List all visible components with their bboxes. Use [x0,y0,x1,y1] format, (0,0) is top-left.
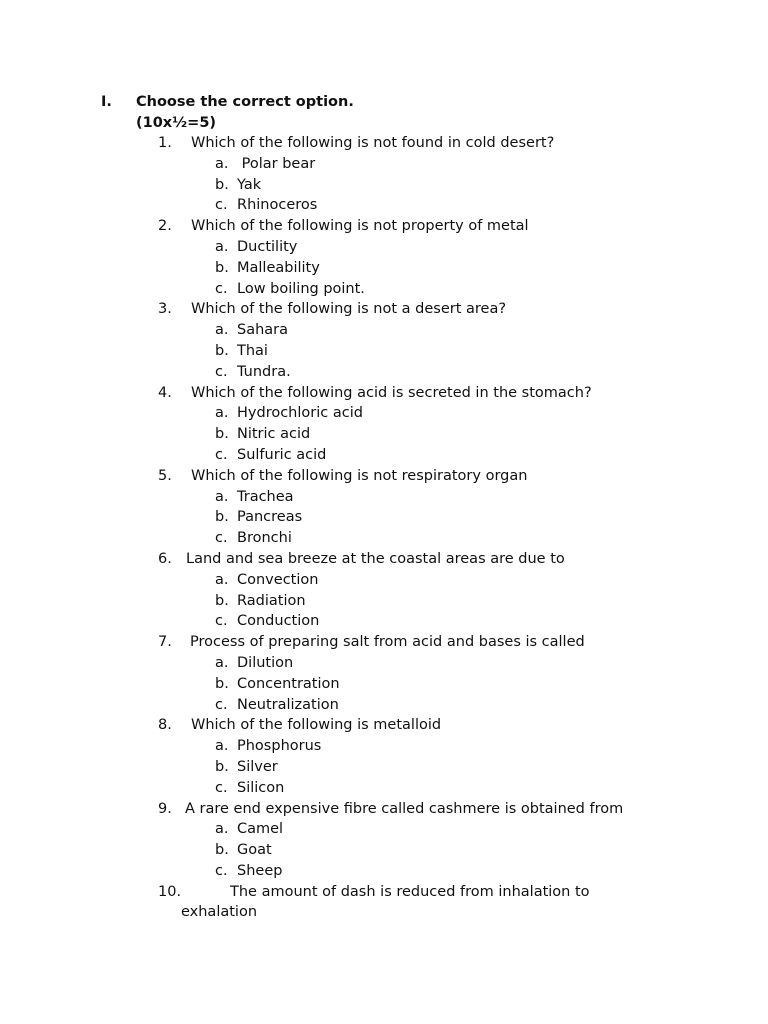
option-letter: b. [215,342,229,359]
option-item [0,320,768,341]
option-text: Thai [237,342,268,359]
question-number: 3. [158,301,172,318]
option-letter: b. [215,176,229,193]
option-item [0,258,768,279]
option-item [0,570,768,591]
option-letter: b. [215,758,229,775]
option-letter: c. [215,446,228,463]
option-letter: c. [215,696,228,713]
option-item [0,175,768,196]
option-text: Neutralization [237,696,339,713]
option-item [0,237,768,258]
option-text: Sheep [237,862,283,879]
question-number: 10. [158,883,182,900]
option-text: Tundra. [237,363,291,380]
option-text: Silicon [237,779,285,796]
option-letter: a. [215,238,229,255]
option-letter: a. [215,571,229,588]
option-letter: a. [215,322,229,339]
option-text: Yak [237,176,262,193]
option-text: Phosphorus [237,738,322,755]
option-text: Trachea [237,488,294,505]
option-letter: a. [215,654,229,671]
option-letter: c. [215,613,228,630]
option-text: Bronchi [237,530,292,547]
option-item [0,507,768,528]
option-text: Goat [237,842,272,859]
section-heading [136,92,354,134]
option-letter: a. [215,821,229,838]
option-item [0,341,768,362]
option-item [0,674,768,695]
question-text: Which of the following acid is secreted in the stomach? [191,384,592,401]
question-text: Which of the following is metalloid [191,717,442,734]
option-letter: b. [215,842,229,859]
question-item [0,882,768,903]
option-letter: b. [215,509,229,526]
option-item [0,840,768,861]
option-letter: c. [215,363,228,380]
option-item [0,154,768,175]
option-text: Convection [237,571,319,588]
question-text: Which of the following is not found in cold desert? [191,135,555,151]
question-text: A rare end expensive fibre called cashmere is obtained from [185,800,624,817]
option-letter: c. [215,280,228,297]
option-letter: a. [215,405,229,422]
question-text: Which of the following is not a desert area? [191,301,507,318]
option-text: Sulfuric acid [237,446,327,463]
option-item [0,653,768,674]
question-number: 8. [158,717,172,734]
option-text: Dilution [237,654,294,671]
option-text: Sahara [237,322,289,339]
question-item [0,466,768,487]
question-item [0,715,768,736]
option-text: Camel [237,821,284,838]
option-text: Polar bear [237,155,316,172]
option-text: Silver [237,758,278,775]
option-item [0,195,768,216]
option-item [0,528,768,549]
question-number: 2. [158,218,172,235]
option-item [0,861,768,882]
question-text: The amount of dash is reduced from inhalation to [230,883,590,900]
option-letter: b. [215,592,229,609]
option-item [0,279,768,300]
question-text: Which of the following is not property of metal [191,218,529,235]
section-title: Choose the correct option. [136,94,354,110]
question-number: 6. [158,550,172,567]
question-text: Land and sea breeze at the coastal areas are due to [186,550,565,567]
option-text: Rhinoceros [237,197,318,214]
question-number: 1. [158,135,172,151]
option-item [0,778,768,799]
option-text: Pancreas [237,509,303,526]
option-text: Ductility [237,238,298,255]
question-continuation-line [0,902,768,923]
option-letter: b. [215,259,229,276]
option-letter: b. [215,675,229,692]
question-item [0,799,768,820]
question-number: 7. [158,634,172,651]
option-item [0,757,768,778]
option-item [0,591,768,612]
option-item [0,819,768,840]
option-item [0,362,768,383]
option-item [0,611,768,632]
option-letter: c. [215,779,228,796]
option-item [0,445,768,466]
question-text-continuation: exhalation [181,904,258,921]
option-text: Concentration [237,675,340,692]
option-letter: b. [215,426,229,443]
option-item [0,695,768,716]
option-item [0,424,768,445]
option-item [0,403,768,424]
section-number: I. [101,94,112,110]
option-letter: c. [215,197,228,214]
option-letter: a. [215,155,229,172]
question-item [0,133,768,154]
option-item [0,736,768,757]
option-text: Low boiling point. [237,280,365,297]
question-number: 5. [158,467,172,484]
question-item [0,549,768,570]
option-item [0,487,768,508]
option-letter: a. [215,738,229,755]
question-number: 4. [158,384,172,401]
question-item [0,216,768,237]
question-text: Process of preparing salt from acid and bases is called [190,634,585,651]
question-text: Which of the following is not respiratory organ [191,467,528,484]
option-letter: a. [215,488,229,505]
option-text: Hydrochloric acid [237,405,363,422]
option-letter: c. [215,862,228,879]
question-item [0,632,768,653]
option-text: Malleability [237,259,320,276]
option-text: Nitric acid [237,426,311,443]
question-list [0,133,768,923]
question-item [0,383,768,404]
option-text: Radiation [237,592,306,609]
question-item [0,299,768,320]
option-letter: c. [215,530,228,547]
section-marks: (10x½=5) [136,114,217,131]
option-text: Conduction [237,613,320,630]
question-number: 9. [158,800,172,817]
